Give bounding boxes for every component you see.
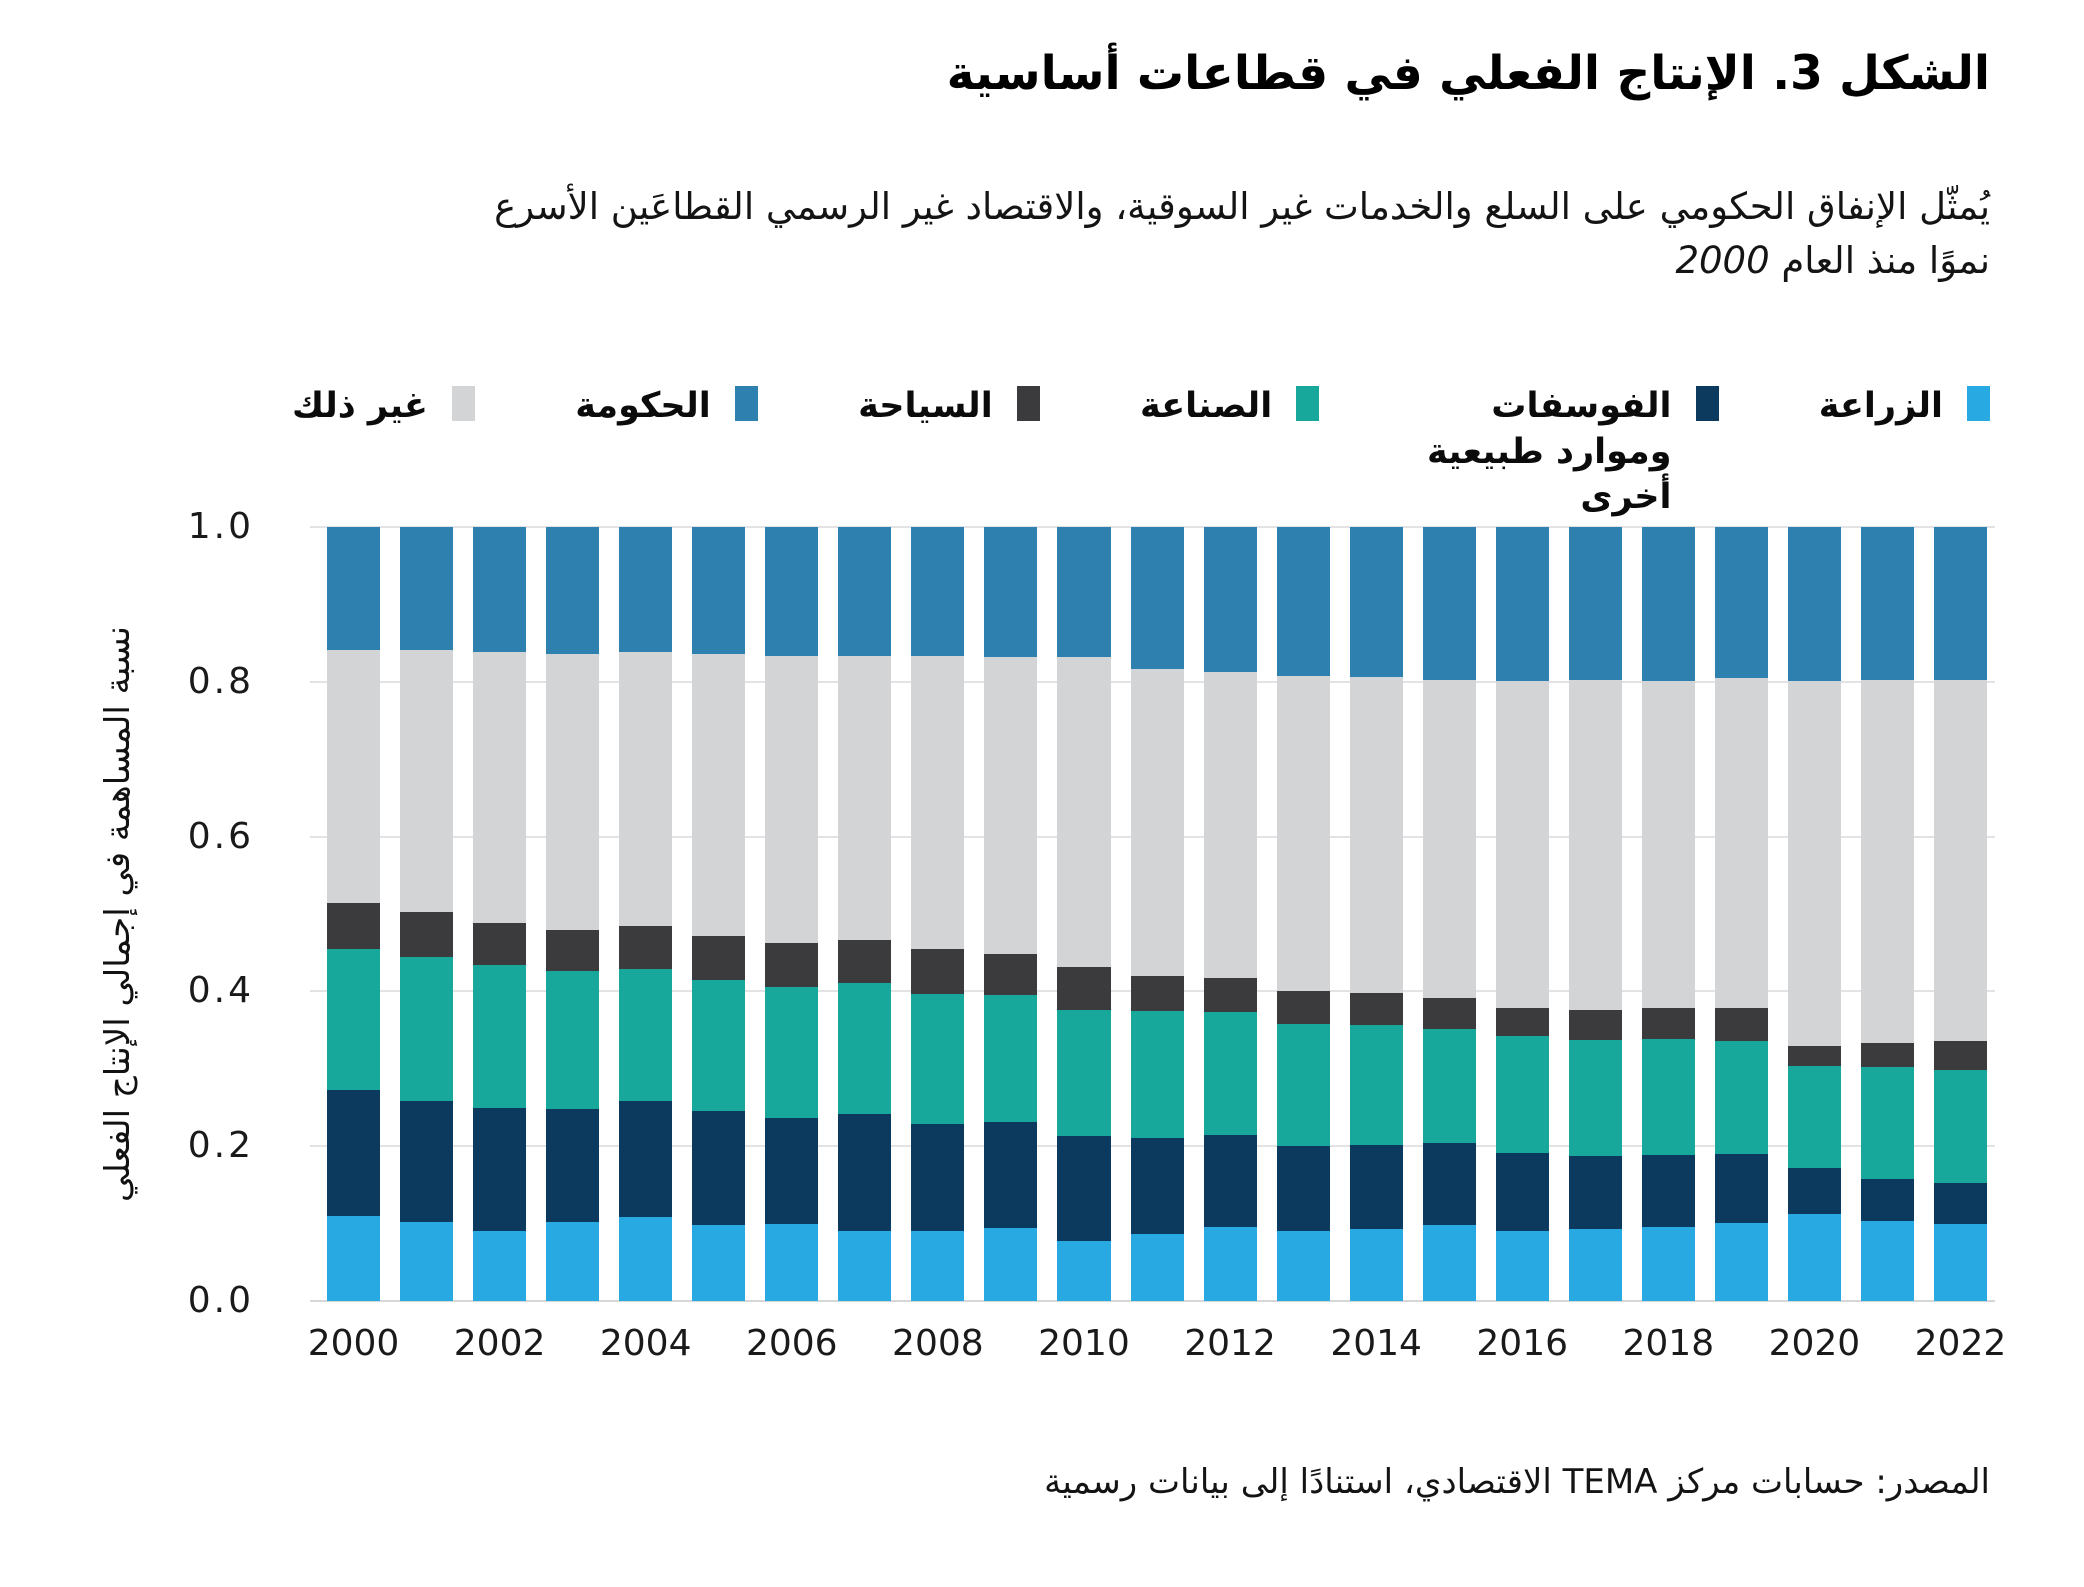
bar-2008 (911, 527, 964, 1301)
bar-segment (1350, 1145, 1403, 1229)
bar-segment (1934, 1224, 1987, 1301)
bar-segment (1131, 976, 1184, 1011)
bar-segment (1057, 967, 1110, 1010)
x-tick-2018: 2018 (1622, 1323, 1715, 1364)
bar-2013 (1277, 527, 1330, 1301)
bar-segment (400, 1101, 453, 1223)
bar-2001 (400, 527, 453, 1301)
bar-segment (619, 1101, 672, 1217)
bar-segment (1934, 527, 1987, 680)
bar-segment (327, 1216, 380, 1301)
bar-segment (1057, 1010, 1110, 1136)
bar-segment (1861, 1067, 1914, 1178)
bar-segment (1642, 527, 1695, 681)
bar-segment (1715, 1041, 1768, 1154)
bar-2012 (1204, 527, 1257, 1301)
bar-2006 (765, 527, 818, 1301)
bar-segment (1423, 1143, 1476, 1225)
bar-segment (546, 930, 599, 971)
bar-segment (1788, 1214, 1841, 1301)
bar-segment (1934, 1070, 1987, 1183)
bar-segment (1131, 527, 1184, 669)
bar-segment (1715, 678, 1768, 1008)
bar-segment (1788, 681, 1841, 1046)
bar-2019 (1715, 527, 1768, 1301)
bar-segment (1423, 527, 1476, 680)
bar-segment (400, 650, 453, 912)
bar-segment (546, 1222, 599, 1301)
legend-item-4 (575, 384, 758, 430)
bar-segment (1934, 1041, 1987, 1070)
bar-segment (1131, 1138, 1184, 1234)
bar-segment (473, 1108, 526, 1231)
bar-segment (1350, 1229, 1403, 1301)
bar-segment (692, 936, 745, 979)
legend-label: غير ذلك (292, 386, 428, 426)
bar-segment (1496, 681, 1549, 1008)
bar-segment (1715, 1223, 1768, 1301)
bar-segment (911, 949, 964, 994)
bar-2003 (546, 527, 599, 1301)
x-tick-2020: 2020 (1768, 1323, 1861, 1364)
bar-segment (838, 940, 891, 983)
bar-2018 (1642, 527, 1695, 1301)
bar-segment (1569, 1040, 1622, 1156)
bar-segment (1569, 527, 1622, 680)
bar-segment (911, 994, 964, 1124)
legend-item-1 (1420, 384, 1719, 521)
source-note: المصدر: حسابات مركز TEMA الاقتصادي، استنادًا إلى بيانات رسمية (1044, 1462, 1990, 1502)
x-tick-2010: 2010 (1038, 1323, 1130, 1364)
x-tick-2016: 2016 (1476, 1323, 1569, 1364)
bar-2015 (1423, 527, 1476, 1301)
bar-segment (911, 527, 964, 656)
bar-2014 (1350, 527, 1403, 1301)
bar-segment (765, 943, 818, 986)
bar-segment (1496, 1153, 1549, 1231)
y-tick-1.0: 1.0 (187, 506, 254, 547)
bar-segment (1350, 993, 1403, 1026)
subtitle-year: 2000 (1675, 238, 1770, 282)
bar-2009 (984, 527, 1037, 1301)
bar-segment (1350, 677, 1403, 993)
bar-segment (1277, 1146, 1330, 1231)
bar-segment (327, 903, 380, 949)
bar-segment (1057, 1241, 1110, 1301)
bar-segment (911, 656, 964, 949)
bar-segment (1204, 1012, 1257, 1134)
bar-segment (1496, 1231, 1549, 1301)
bar-segment (1569, 1229, 1622, 1301)
x-tick-2004: 2004 (599, 1323, 692, 1364)
bar-segment (1642, 1008, 1695, 1039)
bar-segment (473, 527, 526, 652)
bar-segment (1423, 1225, 1476, 1301)
bar-segment (1861, 680, 1914, 1044)
bar-segment (1715, 527, 1768, 678)
bar-segment (1131, 1011, 1184, 1138)
legend-swatch-icon (1696, 386, 1719, 421)
bar-2007 (838, 527, 891, 1301)
subtitle-line-2-text: نموًا منذ العام (1769, 238, 1990, 282)
bar-segment (473, 965, 526, 1107)
legend-swatch-icon (1017, 386, 1040, 421)
legend-item-0 (1819, 384, 1990, 430)
bar-segment (984, 1228, 1037, 1301)
legend-swatch-icon (452, 386, 475, 421)
bar-segment (838, 1231, 891, 1301)
bar-segment (911, 1231, 964, 1301)
bar-2000 (327, 527, 380, 1301)
y-axis-tick-labels (0, 506, 282, 1321)
bar-segment (692, 1111, 745, 1225)
x-tick-2012: 2012 (1184, 1323, 1276, 1364)
bar-segment (1423, 1029, 1476, 1143)
bar-segment (692, 654, 745, 937)
chart-legend (292, 384, 1990, 521)
bar-segment (1642, 1227, 1695, 1301)
x-tick-2008: 2008 (892, 1323, 984, 1364)
bar-segment (765, 656, 818, 944)
y-tick-0.6: 0.6 (187, 815, 254, 857)
bar-segment (1496, 1008, 1549, 1036)
bar-segment (984, 657, 1037, 954)
bar-2011 (1131, 527, 1184, 1301)
x-tick-2000: 2000 (307, 1323, 400, 1364)
bar-segment (1204, 1135, 1257, 1228)
bar-segment (327, 1090, 380, 1216)
bar-segment (1788, 1168, 1841, 1214)
y-tick-0.8: 0.8 (187, 660, 254, 702)
legend-item-5 (292, 384, 475, 430)
bar-segment (1496, 527, 1549, 681)
y-tick-0.0: 0.0 (187, 1280, 254, 1321)
bar-segment (1131, 1234, 1184, 1301)
bar-segment (1204, 1227, 1257, 1301)
y-axis-title: نسبة المساهمة في إجمالي الإنتاج الفعلي (98, 626, 138, 1202)
bar-segment (473, 652, 526, 922)
bar-segment (1350, 527, 1403, 677)
bar-segment (838, 983, 891, 1114)
bar-segment (400, 527, 453, 650)
bar-segment (838, 656, 891, 941)
bar-2016 (1496, 527, 1549, 1301)
bar-2010 (1057, 527, 1110, 1301)
bar-segment (692, 1225, 745, 1301)
bar-segment (400, 1222, 453, 1301)
legend-item-3 (858, 384, 1040, 430)
bar-segment (1715, 1154, 1768, 1223)
bar-segment (1057, 1136, 1110, 1240)
bar-segment (1569, 1156, 1622, 1229)
bar-segment (765, 1224, 818, 1301)
bar-segment (1788, 527, 1841, 681)
bar-segment (1277, 1024, 1330, 1146)
bar-segment (1861, 1221, 1914, 1301)
x-tick-2002: 2002 (453, 1323, 546, 1364)
bar-segment (400, 957, 453, 1100)
bar-2020 (1788, 527, 1841, 1301)
bar-2002 (473, 527, 526, 1301)
bar-segment (1642, 1039, 1695, 1154)
bar-2021 (1861, 527, 1914, 1301)
bar-segment (1204, 527, 1257, 672)
x-tick-2022: 2022 (1914, 1323, 2007, 1364)
bar-segment (911, 1124, 964, 1232)
stacked-bars (327, 527, 1987, 1301)
bar-segment (400, 912, 453, 958)
bar-2005 (692, 527, 745, 1301)
bar-segment (1934, 680, 1987, 1041)
bar-segment (765, 527, 818, 655)
bar-segment (546, 654, 599, 930)
y-tick-0.4: 0.4 (187, 970, 254, 1012)
bar-segment (327, 650, 380, 903)
bar-segment (1642, 1155, 1695, 1227)
bar-2004 (619, 527, 672, 1301)
plot-area (310, 527, 1995, 1301)
legend-label: الحكومة (575, 386, 711, 426)
legend-swatch-icon (1967, 386, 1990, 421)
figure-title: الشكل 3. الإنتاج الفعلي في قطاعات أساسية (946, 46, 1990, 101)
bar-segment (546, 1109, 599, 1222)
bar-2017 (1569, 527, 1622, 1301)
bar-segment (984, 954, 1037, 994)
bar-segment (1131, 669, 1184, 976)
bar-segment (692, 980, 745, 1112)
bar-segment (984, 1122, 1037, 1228)
bar-segment (1057, 527, 1110, 657)
bar-segment (619, 1217, 672, 1301)
bar-segment (546, 527, 599, 654)
bar-segment (1204, 672, 1257, 978)
bar-segment (473, 923, 526, 966)
bar-segment (1861, 1179, 1914, 1222)
legend-item-2 (1140, 384, 1319, 430)
bar-segment (1423, 998, 1476, 1029)
bar-segment (327, 949, 380, 1090)
bar-segment (1569, 680, 1622, 1010)
bar-segment (1788, 1066, 1841, 1168)
subtitle-line-2 (160, 234, 1990, 288)
bar-segment (1861, 1043, 1914, 1067)
bar-segment (1496, 1036, 1549, 1153)
bar-segment (984, 995, 1037, 1123)
bar-segment (1204, 978, 1257, 1013)
bar-segment (1277, 527, 1330, 676)
legend-label: الفوسفات وموارد طبيعية أخرى (1427, 386, 1672, 517)
bar-segment (619, 652, 672, 926)
legend-swatch-icon (735, 386, 758, 421)
bar-segment (1423, 680, 1476, 998)
bar-segment (1569, 1010, 1622, 1040)
legend-label: السياحة (858, 386, 993, 426)
bar-segment (765, 987, 818, 1118)
bar-segment (1350, 1025, 1403, 1144)
bar-segment (838, 527, 891, 655)
bar-segment (1277, 676, 1330, 991)
figure-subtitle (160, 180, 1990, 287)
bar-segment (619, 926, 672, 969)
bar-segment (619, 527, 672, 652)
legend-swatch-icon (1296, 386, 1319, 421)
subtitle-line-1: يُمثّل الإنفاق الحكومي على السلع والخدمات غير السوقية، والاقتصاد غير الرسمي القطاعَين الأسرع (494, 185, 1990, 228)
legend-label: الزراعة (1818, 386, 1943, 426)
bar-segment (327, 527, 380, 650)
bar-segment (1861, 527, 1914, 679)
bar-segment (984, 527, 1037, 657)
y-tick-0.2: 0.2 (187, 1125, 254, 1167)
bar-segment (546, 971, 599, 1110)
bar-segment (1057, 657, 1110, 967)
bar-segment (765, 1118, 818, 1224)
bar-2022 (1934, 527, 1987, 1301)
x-axis-tick-labels (307, 1323, 2007, 1373)
bar-segment (692, 527, 745, 654)
x-tick-2006: 2006 (745, 1323, 838, 1364)
bar-segment (1934, 1183, 1987, 1223)
legend-label: الصناعة (1140, 386, 1273, 426)
bar-segment (473, 1231, 526, 1301)
bar-segment (619, 969, 672, 1101)
x-tick-2014: 2014 (1330, 1323, 1422, 1364)
bar-segment (1277, 1231, 1330, 1301)
bar-segment (838, 1114, 891, 1231)
bar-segment (1277, 991, 1330, 1024)
bar-segment (1642, 681, 1695, 1008)
bar-segment (1788, 1046, 1841, 1066)
bar-segment (1715, 1008, 1768, 1041)
